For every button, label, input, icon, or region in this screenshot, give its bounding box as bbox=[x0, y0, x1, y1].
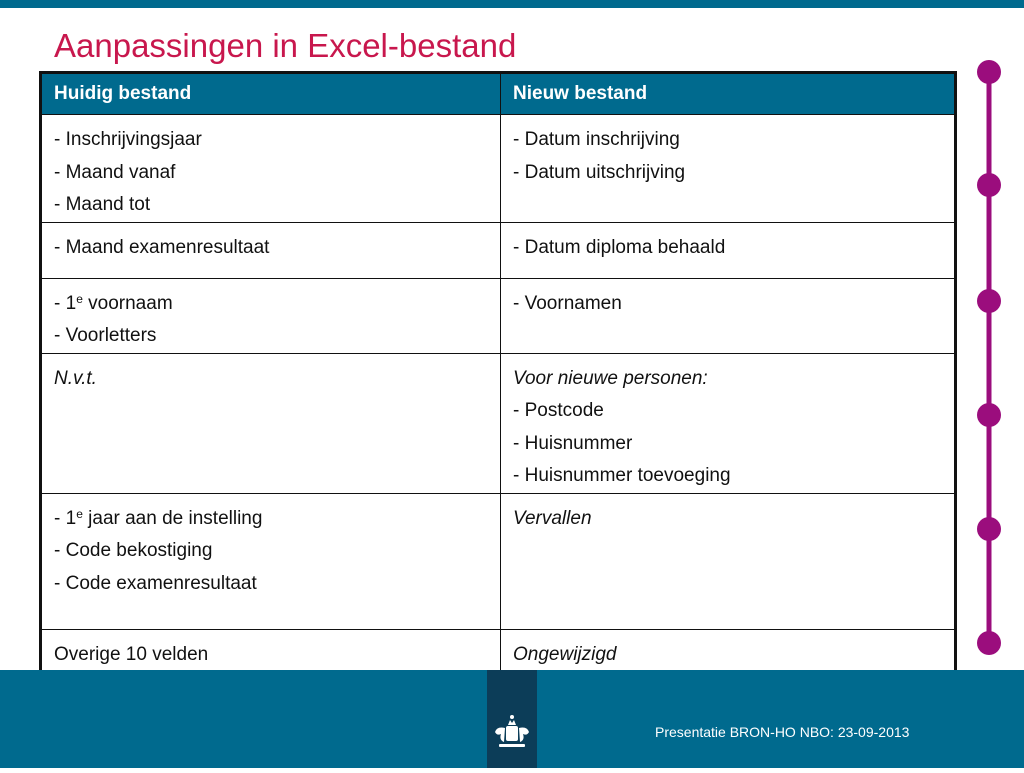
timeline-dot bbox=[977, 60, 1001, 84]
table-cell-new bbox=[501, 278, 956, 353]
header-current-file: Huidig bestand bbox=[41, 73, 501, 115]
footer-presentation-label: Presentatie BRON-HO NBO: 23-09-2013 bbox=[655, 724, 910, 740]
table-cell-new bbox=[501, 493, 956, 629]
table-row bbox=[41, 353, 956, 493]
table-cell-current bbox=[41, 353, 501, 493]
table-cell-new bbox=[501, 115, 956, 223]
comparison-table bbox=[39, 71, 957, 677]
table-cell-new bbox=[501, 629, 956, 675]
cell-line: - Inschrijvingsjaar bbox=[54, 129, 202, 150]
cell-line: Voor nieuwe personen: bbox=[513, 367, 708, 389]
header-new-file: Nieuw bestand bbox=[501, 73, 956, 115]
cell-line: - Maand vanaf bbox=[54, 161, 176, 183]
table-row bbox=[41, 493, 956, 629]
cell-line: - Code bekostiging bbox=[54, 540, 213, 561]
superscript-e: e bbox=[76, 291, 83, 306]
cell-line: Vervallen bbox=[513, 507, 592, 529]
cell-line: Ongewijzigd bbox=[513, 643, 617, 665]
table-cell-new bbox=[501, 353, 956, 493]
timeline-dot bbox=[977, 403, 1001, 427]
cell-line: - 1e jaar aan de instelling bbox=[54, 506, 263, 529]
cell-line: Overige 10 velden bbox=[54, 643, 209, 665]
cell-line: - Voorletters bbox=[54, 325, 157, 346]
cell-line: N.v.t. bbox=[54, 367, 97, 389]
cell-line: - Postcode bbox=[513, 400, 604, 421]
timeline-dot bbox=[977, 289, 1001, 313]
table-header-row bbox=[41, 73, 956, 115]
timeline-dot bbox=[977, 631, 1001, 655]
table-cell-current bbox=[41, 115, 501, 223]
cell-line: - 1e voornaam bbox=[54, 291, 173, 314]
table-row bbox=[41, 222, 956, 278]
slide-title: Aanpassingen in Excel-bestand bbox=[54, 27, 517, 64]
cell-line: - Maand tot bbox=[54, 194, 151, 215]
superscript-e: e bbox=[76, 506, 83, 521]
table-cell-current bbox=[41, 222, 501, 278]
cell-line: - Datum diploma behaald bbox=[513, 236, 726, 258]
top-accent-bar bbox=[0, 0, 1024, 8]
rijkswapen-logo-icon bbox=[487, 670, 537, 768]
timeline-dot bbox=[977, 517, 1001, 541]
cell-line: - Datum inschrijving bbox=[513, 129, 680, 150]
timeline-dot bbox=[977, 173, 1001, 197]
table-row bbox=[41, 115, 956, 223]
table-cell-current bbox=[41, 493, 501, 629]
cell-line: - Voornamen bbox=[513, 292, 622, 314]
table-row bbox=[41, 278, 956, 353]
cell-line: - Code examenresultaat bbox=[54, 572, 257, 594]
cell-line: - Huisnummer bbox=[513, 432, 633, 454]
table-row bbox=[41, 629, 956, 675]
cell-line: - Huisnummer toevoeging bbox=[513, 465, 731, 486]
table-cell-new bbox=[501, 222, 956, 278]
table-cell-current bbox=[41, 629, 501, 675]
logo-strip bbox=[487, 670, 537, 768]
timeline-decoration bbox=[974, 58, 1004, 658]
cell-line: - Maand examenresultaat bbox=[54, 236, 270, 258]
cell-line: - Datum uitschrijving bbox=[513, 161, 686, 183]
table-cell-current bbox=[41, 278, 501, 353]
